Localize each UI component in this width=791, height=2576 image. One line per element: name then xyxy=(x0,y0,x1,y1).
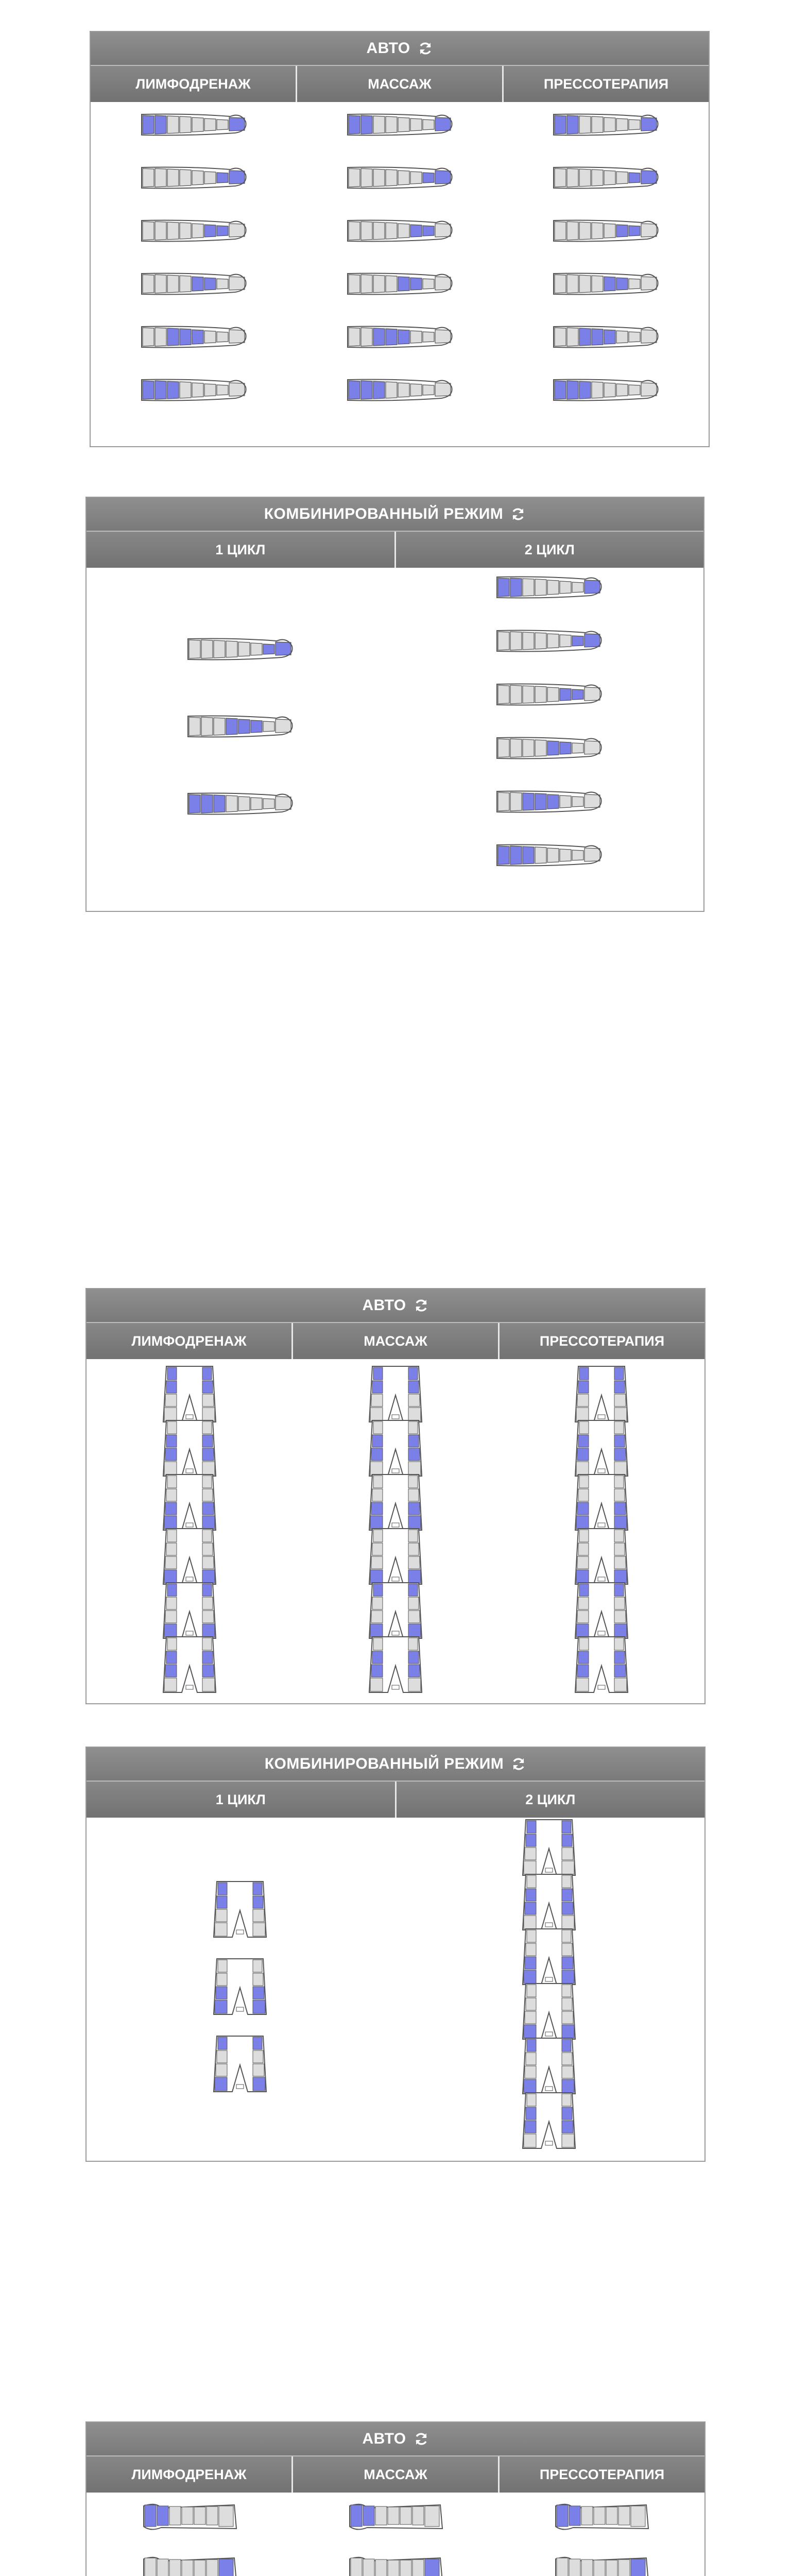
column-header-lymph: ЛИМФОДРЕНАЖ xyxy=(87,2456,293,2493)
refresh-icon[interactable] xyxy=(511,1756,526,1772)
device-illustration xyxy=(367,1635,424,1696)
device-illustration xyxy=(367,1364,424,1425)
refresh-icon[interactable] xyxy=(510,506,526,522)
refresh-icon[interactable] xyxy=(414,1298,429,1313)
column-header-presso: ПРЕССОТЕРАПИЯ xyxy=(539,2466,665,2482)
device-illustration xyxy=(186,635,294,667)
device-illustration xyxy=(573,1472,630,1533)
device-illustration xyxy=(346,376,454,408)
device-illustration xyxy=(367,1418,424,1479)
auto-title: АВТО xyxy=(366,40,410,57)
device-illustration xyxy=(553,2501,650,2533)
device-illustration xyxy=(495,787,603,819)
device-illustration xyxy=(347,2554,444,2576)
device-illustration xyxy=(141,2554,238,2576)
device-illustration xyxy=(161,1472,218,1533)
device-illustration xyxy=(521,2036,577,2097)
cycle-header-1: 1 ЦИКЛ xyxy=(87,1782,397,1818)
device-illustration xyxy=(346,110,454,142)
device-illustration xyxy=(521,1818,577,1878)
device-illustration xyxy=(346,323,454,354)
device-illustration xyxy=(346,269,454,301)
device-illustration xyxy=(161,1581,218,1641)
combo-title: КОМБИНИРОВАННЫЙ РЕЖИМ xyxy=(264,1755,504,1772)
device-illustration xyxy=(495,841,603,873)
device-illustration xyxy=(495,626,603,658)
device-illustration xyxy=(212,2034,268,2095)
device-illustration xyxy=(346,163,454,195)
device-illustration xyxy=(367,1527,424,1587)
device-illustration xyxy=(161,1364,218,1425)
device-illustration xyxy=(140,216,248,248)
device-illustration xyxy=(141,2501,238,2533)
column-header-massage: МАССАЖ xyxy=(297,66,504,102)
combo-panel-shorts xyxy=(85,1747,706,2162)
device-illustration xyxy=(573,1635,630,1696)
cycle-header-1: 1 ЦИКЛ xyxy=(87,532,396,568)
device-illustration xyxy=(140,323,248,354)
device-illustration xyxy=(495,734,603,766)
device-illustration xyxy=(521,1981,577,2042)
device-illustration xyxy=(553,2554,650,2576)
cycle-header-2: 2 ЦИКЛ xyxy=(525,1791,576,1807)
device-illustration xyxy=(521,1927,577,1988)
device-illustration xyxy=(212,1879,268,1940)
device-illustration xyxy=(521,2091,577,2151)
device-illustration xyxy=(161,1527,218,1587)
column-header-presso: ПРЕССОТЕРАПИЯ xyxy=(539,1333,665,1349)
device-illustration xyxy=(552,269,660,301)
device-illustration xyxy=(495,680,603,712)
combo-title: КОМБИНИРОВАННЫЙ РЕЖИМ xyxy=(264,505,504,522)
device-illustration xyxy=(161,1418,218,1479)
device-illustration xyxy=(495,573,603,605)
device-illustration xyxy=(552,323,660,354)
combo-panel-leg xyxy=(85,497,704,912)
auto-title: АВТО xyxy=(362,1297,406,1314)
column-header-lymph: ЛИМФОДРЕНАЖ xyxy=(91,66,297,102)
device-illustration xyxy=(161,1635,218,1696)
auto-panel-shorts xyxy=(85,1288,706,1704)
column-header-massage: МАССАЖ xyxy=(293,1323,500,1359)
column-header-massage: МАССАЖ xyxy=(293,2456,500,2493)
device-illustration xyxy=(552,376,660,408)
column-header-presso: ПРЕССОТЕРАПИЯ xyxy=(543,76,669,92)
auto-title: АВТО xyxy=(362,2430,406,2447)
device-illustration xyxy=(573,1581,630,1641)
device-illustration xyxy=(140,376,248,408)
auto-panel-leg xyxy=(90,31,710,447)
device-illustration xyxy=(367,1581,424,1641)
device-illustration xyxy=(367,1472,424,1533)
device-illustration xyxy=(346,216,454,248)
device-illustration xyxy=(347,2501,444,2533)
column-header-lymph: ЛИМФОДРЕНАЖ xyxy=(87,1323,293,1359)
device-illustration xyxy=(573,1364,630,1425)
device-illustration xyxy=(573,1527,630,1587)
device-illustration xyxy=(140,110,248,142)
device-illustration xyxy=(552,110,660,142)
device-illustration xyxy=(212,1957,268,2018)
device-illustration xyxy=(186,712,294,744)
device-illustration xyxy=(552,163,660,195)
cycle-header-2: 2 ЦИКЛ xyxy=(524,541,575,557)
refresh-icon[interactable] xyxy=(414,2431,429,2447)
device-illustration xyxy=(140,163,248,195)
device-illustration xyxy=(552,216,660,248)
device-illustration xyxy=(186,789,294,821)
auto-panel-arm xyxy=(85,2421,706,2576)
device-illustration xyxy=(140,269,248,301)
refresh-icon[interactable] xyxy=(418,41,433,56)
device-illustration xyxy=(573,1418,630,1479)
device-illustration xyxy=(521,1872,577,1933)
